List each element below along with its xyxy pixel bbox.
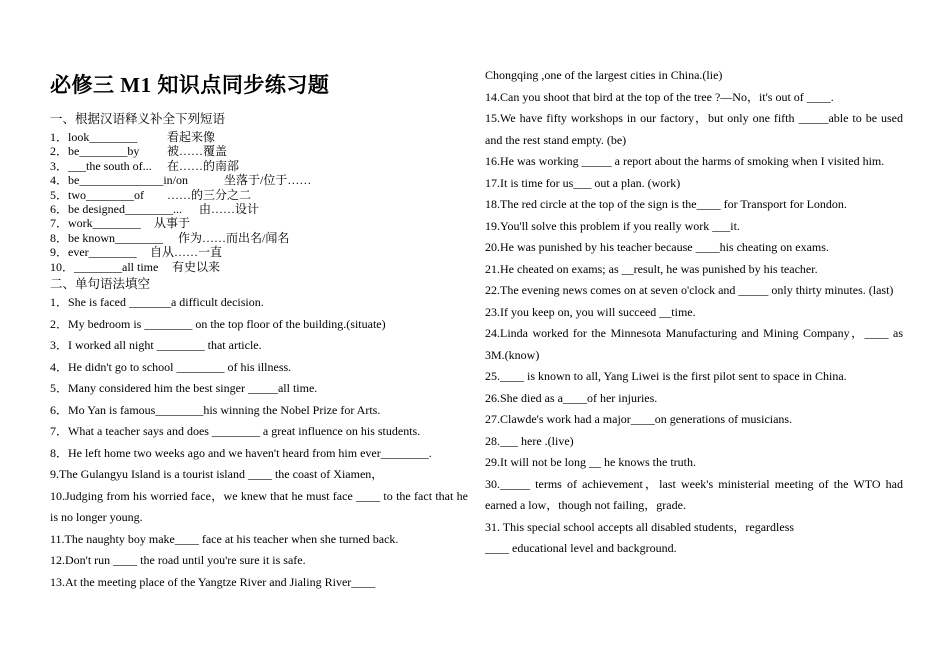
phrase-meaning: 被……覆盖 — [167, 144, 228, 159]
phrase-meaning: 坐落于/位于…… — [224, 173, 312, 188]
exercise-item: 28.___ here .(live) — [485, 433, 574, 448]
exercise-item: 31. This special school accepts all disabled students，regardless — [485, 519, 795, 534]
exercise-item: 17.It is time for us___ out a plan. (work) — [485, 175, 681, 190]
exercise-item: 19.You'll solve this problem if you really work ___it. — [485, 218, 740, 233]
phrase-item — [50, 130, 216, 144]
exercise-list-left — [50, 292, 468, 593]
phrase-meaning: 自从……一直 — [150, 245, 223, 260]
exercise-item: 13.At the meeting place of the Yangtze River and Jialing River____ — [50, 574, 376, 589]
phrase-number: 5． — [50, 187, 69, 202]
phrase-meaning: 作为……而出名/闻名 — [178, 230, 290, 245]
phrase-blank: be known________ — [68, 230, 164, 245]
exercise-item: 9.The Gulangyu Island is a tourist island ____ the coast of Xiamen， — [50, 467, 384, 481]
phrase-item — [50, 216, 191, 231]
exercise-item: 29.It will not be long __ he knows the truth. — [485, 455, 696, 469]
exercise-item: Chongqing ,one of the largest cities in China.(lie) — [485, 68, 723, 82]
phrase-item — [50, 173, 312, 188]
phrase-number: 9． — [50, 245, 69, 260]
exercise-item: 18.The red circle at the top of the sign is the____ for Transport for London. — [485, 197, 847, 211]
exercise-item: 12.Don't run ____ the road until you're sure it is safe. — [50, 553, 306, 567]
phrase-meaning: 在……的南部 — [167, 158, 240, 173]
exercise-item: 27.Clawde's work had a major____on generations of musicians. — [485, 412, 793, 426]
exercise-item: 14.Can you shoot that bird at the top of the tree ?—No，it's out of ____. — [485, 89, 834, 104]
exercise-item: 22.The evening news comes on at seven o'clock and _____ only thirty minutes. (last) — [485, 283, 894, 297]
phrase-blank: ever________ — [68, 245, 137, 260]
phrase-blank: be________by — [68, 144, 140, 159]
exercise-item: 5．Many considered him the best singer _____all time. — [50, 381, 318, 395]
phrase-meaning: 看起来像 — [167, 130, 216, 144]
exercise-item: ____ educational level and background. — [485, 541, 677, 555]
section1-heading: 一、根据汉语释义补全下列短语 — [50, 112, 226, 126]
phrase-number: 7． — [50, 216, 69, 231]
exercise-item: 23.If you keep on, you will succeed __time. — [485, 304, 696, 319]
phrase-number: 10． — [50, 259, 75, 274]
phrase-meaning: ……的三分之二 — [167, 187, 252, 202]
phrase-item — [50, 158, 240, 173]
exercise-item: 8．He left home two weeks ago and we haven't heard from him ever________. — [50, 445, 432, 460]
phrase-blank: ___the south of... — [68, 158, 152, 173]
phrase-item — [50, 230, 290, 245]
phrase-item — [50, 201, 260, 216]
exercise-item: 6．Mo Yan is famous________his winning the Nobel Prize for Arts. — [50, 402, 381, 417]
exercise-item: 11.The naughty boy make____ face at his teacher when she turned back. — [50, 531, 399, 546]
phrase-number: 2． — [50, 144, 69, 159]
exercise-item: 30._____ terms of achievement，last week's ministerial meeting of the WTO had earned a low，though not failing，grade. — [485, 476, 903, 512]
phrase-blank: two________of — [68, 187, 145, 202]
phrase-number: 3． — [50, 158, 69, 173]
phrase-blank: be designed________... — [68, 201, 182, 216]
exercise-list-right — [485, 65, 903, 560]
exercise-item: 26.She died as a____of her injuries. — [485, 390, 658, 405]
exercise-item: 2．My bedroom is ________ on the top floor of the building.(situate) — [50, 316, 386, 331]
exercise-item: 16.He was working _____ a report about the harms of smoking when I visited him. — [485, 154, 885, 168]
phrase-number: 6． — [50, 201, 69, 216]
section2-heading: 二、单句语法填空 — [50, 277, 151, 291]
phrase-number: 4． — [50, 173, 69, 188]
phrase-number: 8． — [50, 230, 69, 245]
exercise-item: 25.____ is known to all, Yang Liwei is the first pilot sent to space in China. — [485, 369, 847, 383]
phrase-blank: work________ — [68, 216, 141, 231]
phrase-item — [50, 259, 221, 274]
exercise-item: 7．What a teacher says and does ________ a great influence on his students. — [50, 424, 421, 438]
exercise-item: 3．I worked all night ________ that article. — [50, 338, 262, 352]
exercise-item: 21.He cheated on exams; as __result, he was punished by his teacher. — [485, 261, 818, 276]
phrase-meaning: 从事于 — [154, 216, 191, 231]
page-title: 必修三 M1 知识点同步练习题 — [50, 73, 330, 97]
phrase-meaning: 有史以来 — [172, 259, 221, 274]
phrase-blank: be______________in/on — [68, 173, 189, 188]
exercise-item: 10.Judging from his worried face，we knew that he must face ____ to the fact that he is no longer young. — [50, 488, 468, 524]
exercise-item: 24.Linda worked for the Minnesota Manufacturing and Mining Company，____ as 3M.(know) — [485, 326, 903, 362]
phrase-number: 1． — [50, 130, 69, 144]
phrase-blank: look________ — [68, 130, 138, 144]
exercise-item: 15.We have fifty workshops in our factory，but only one fifth _____able to be used and the rest stand empty. (be) — [485, 111, 903, 147]
phrase-item — [50, 245, 223, 260]
exercise-item: 20.He was punished by his teacher because ____his cheating on exams. — [485, 240, 829, 254]
exercise-item: 4．He didn't go to school ________ of his illness. — [50, 359, 292, 374]
phrase-item — [50, 144, 228, 159]
phrase-item — [50, 187, 252, 202]
phrase-meaning: 由……设计 — [199, 201, 260, 216]
exercise-item: 1．She is faced _______a difficult decision. — [50, 295, 264, 309]
phrase-blank: ________all time — [74, 259, 159, 274]
phrase-list — [50, 130, 312, 274]
